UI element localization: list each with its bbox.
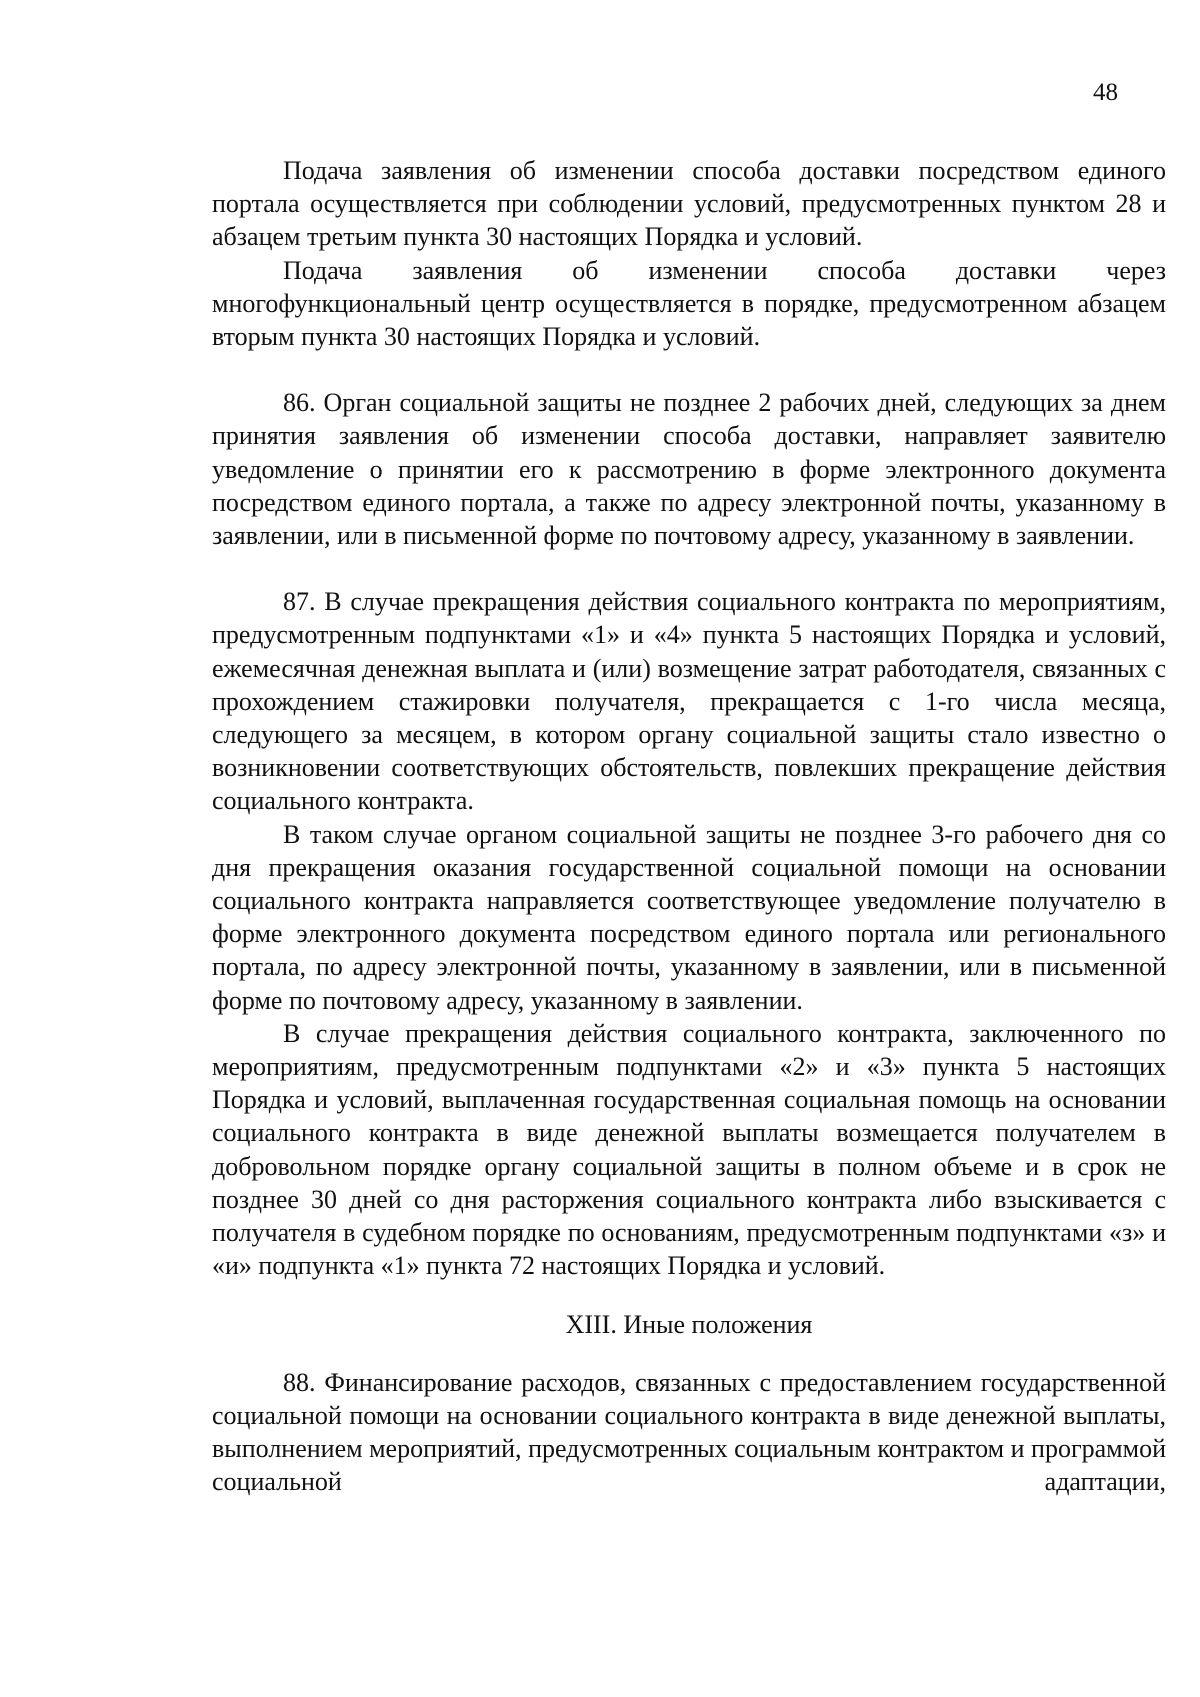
paragraph-portal-submission: Подача заявления об изменении способа доставки посредством единого портала осуществляется при соблюдении условий, предусмотренных пунктом 28 и абзацем третьим пункта 30 настоящих Порядка и условий. <box>212 156 1166 252</box>
document-body <box>212 154 1166 1498</box>
paragraph-88: 88. Финансирование расходов, связанных с предоставлением государственной социальной помощи на основании социального контракта в виде денежной выплаты, выполнением мероприятий, предусмотренных социальным контрактом и программой социальной адаптации, <box>212 1367 1166 1497</box>
paragraph-86: 86. Орган социальной защиты не позднее 2 рабочих дней, следующих за днем принятия заявления об изменении способа доставки, направляет заявителю уведомление о принятии его к рассмотрению в форме электронного документа посредством единого портала, а также по адресу электронной почты, указанному в заявлении, или в письменной форме по почтовому адресу, указанному в заявлении. <box>212 388 1166 551</box>
page-number: 48 <box>1093 79 1118 106</box>
paragraph-mfc-submission: Подача заявления об изменении способа доставки через многофункциональный центр осуществляется в порядке, предусмотренном абзацем вторым пункта 30 настоящих Порядка и условий. <box>212 255 1166 352</box>
section-heading-block <box>212 1308 1166 1342</box>
paragraph-87-refund: В случае прекращения действия социального контракта, заключенного по мероприятиям, предусмотренным подпунктами «2» и «3» пункта 5 настоящих Порядка и условий, выплаченная государственная социальная помощь на основании социального контракта в виде денежной выплаты возмещается получателем в добровольном порядке органу социальной защиты в полном объеме и в срок не позднее 30 дней со дня расторжения социального контракта либо взыскивается с получателя в судебном порядке по основаниям, предусмотренным подпунктами «з» и «и» подпункта «1» пункта 72 настоящих Порядка и условий. <box>212 1018 1166 1281</box>
paragraph-87-notification: В таком случае органом социальной защиты не позднее 3-го рабочего дня со дня прекращения оказания государственной социальной помощи на основании социального контракта направляется соответствующее уведомление получателю в форме электронного документа посредством единого портала или регионального портала, по адресу электронной почты, указанному в заявлении, или в письменной форме по почтовому адресу, указанному в заявлении. <box>212 819 1166 1015</box>
section-heading: XIII. Иные положения <box>565 1309 813 1339</box>
paragraph-87: 87. В случае прекращения действия социального контракта по мероприятиям, предусмотренным подпунктами «1» и «4» пункта 5 настоящих Порядка и условий, ежемесячная денежная выплата и (или) возмещение затрат работодателя, связанных с прохождением стажировки получателя, прекращается с 1-го числа месяца, следующего за месяцем, в котором органу социальной защиты стало известно о возникновении соответствующих обстоятельств, повлекших прекращение действия социального контракта. <box>212 587 1166 816</box>
